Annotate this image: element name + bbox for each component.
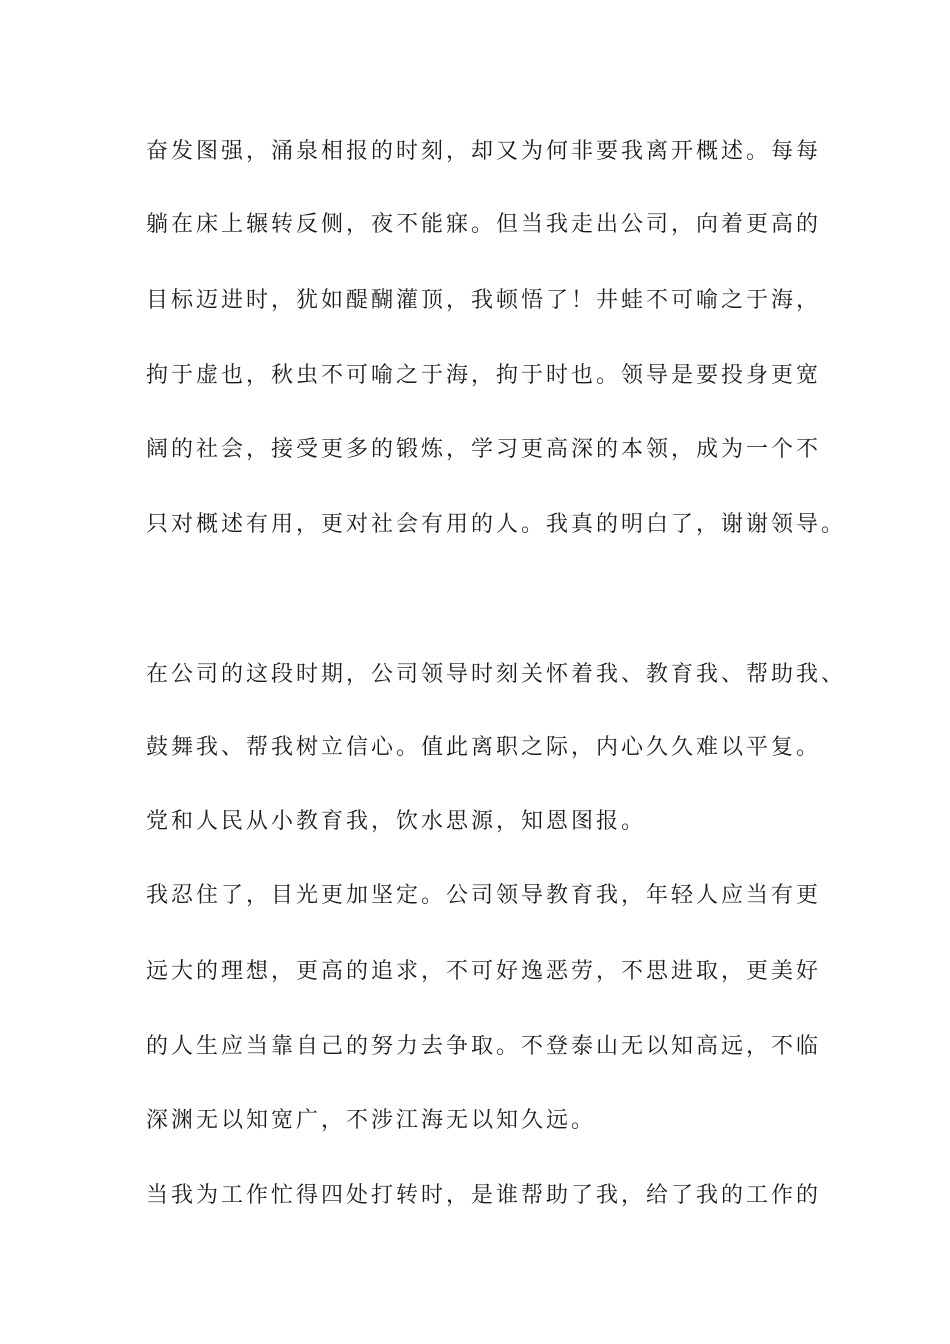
text-line: 深渊无以知宽广，不涉江海无以知久远。 [146, 1108, 597, 1133]
text-line: 只对概述有用，更对社会有用的人。我真的明白了，谢谢领导。 [146, 512, 847, 537]
text-line: 阔的社会，接受更多的锻炼，学习更高深的本领，成为一个不 [146, 437, 822, 462]
text-line: 党和人民从小教育我，饮水思源，知恩图报。 [146, 809, 647, 834]
text-line: 在公司的这段时期，公司领导时刻关怀着我、教育我、帮助我、 [146, 662, 847, 687]
text-line: 奋发图强，涌泉相报的时刻，却又为何非要我离开概述。每每 [146, 139, 822, 164]
text-line: 当我为工作忙得四处打转时，是谁帮助了我，给了我的工作的 [146, 1183, 822, 1208]
text-line: 躺在床上辗转反侧，夜不能寐。但当我走出公司，向着更高的 [146, 212, 822, 237]
text-line: 的人生应当靠自己的努力去争取。不登泰山无以知高远，不临 [146, 1034, 822, 1059]
text-line: 远大的理想，更高的追求，不可好逸恶劳，不思进取，更美好 [146, 959, 822, 984]
text-line: 拘于虚也，秋虫不可喻之于海，拘于时也。领导是要投身更宽 [146, 363, 822, 388]
text-line: 目标迈进时，犹如醍醐灌顶，我顿悟了！井蛙不可喻之于海， [146, 288, 822, 313]
text-line: 鼓舞我、帮我树立信心。值此离职之际，内心久久难以平复。 [146, 735, 822, 760]
text-line: 我忍住了，目光更加坚定。公司领导教育我，年轻人应当有更 [146, 883, 822, 908]
